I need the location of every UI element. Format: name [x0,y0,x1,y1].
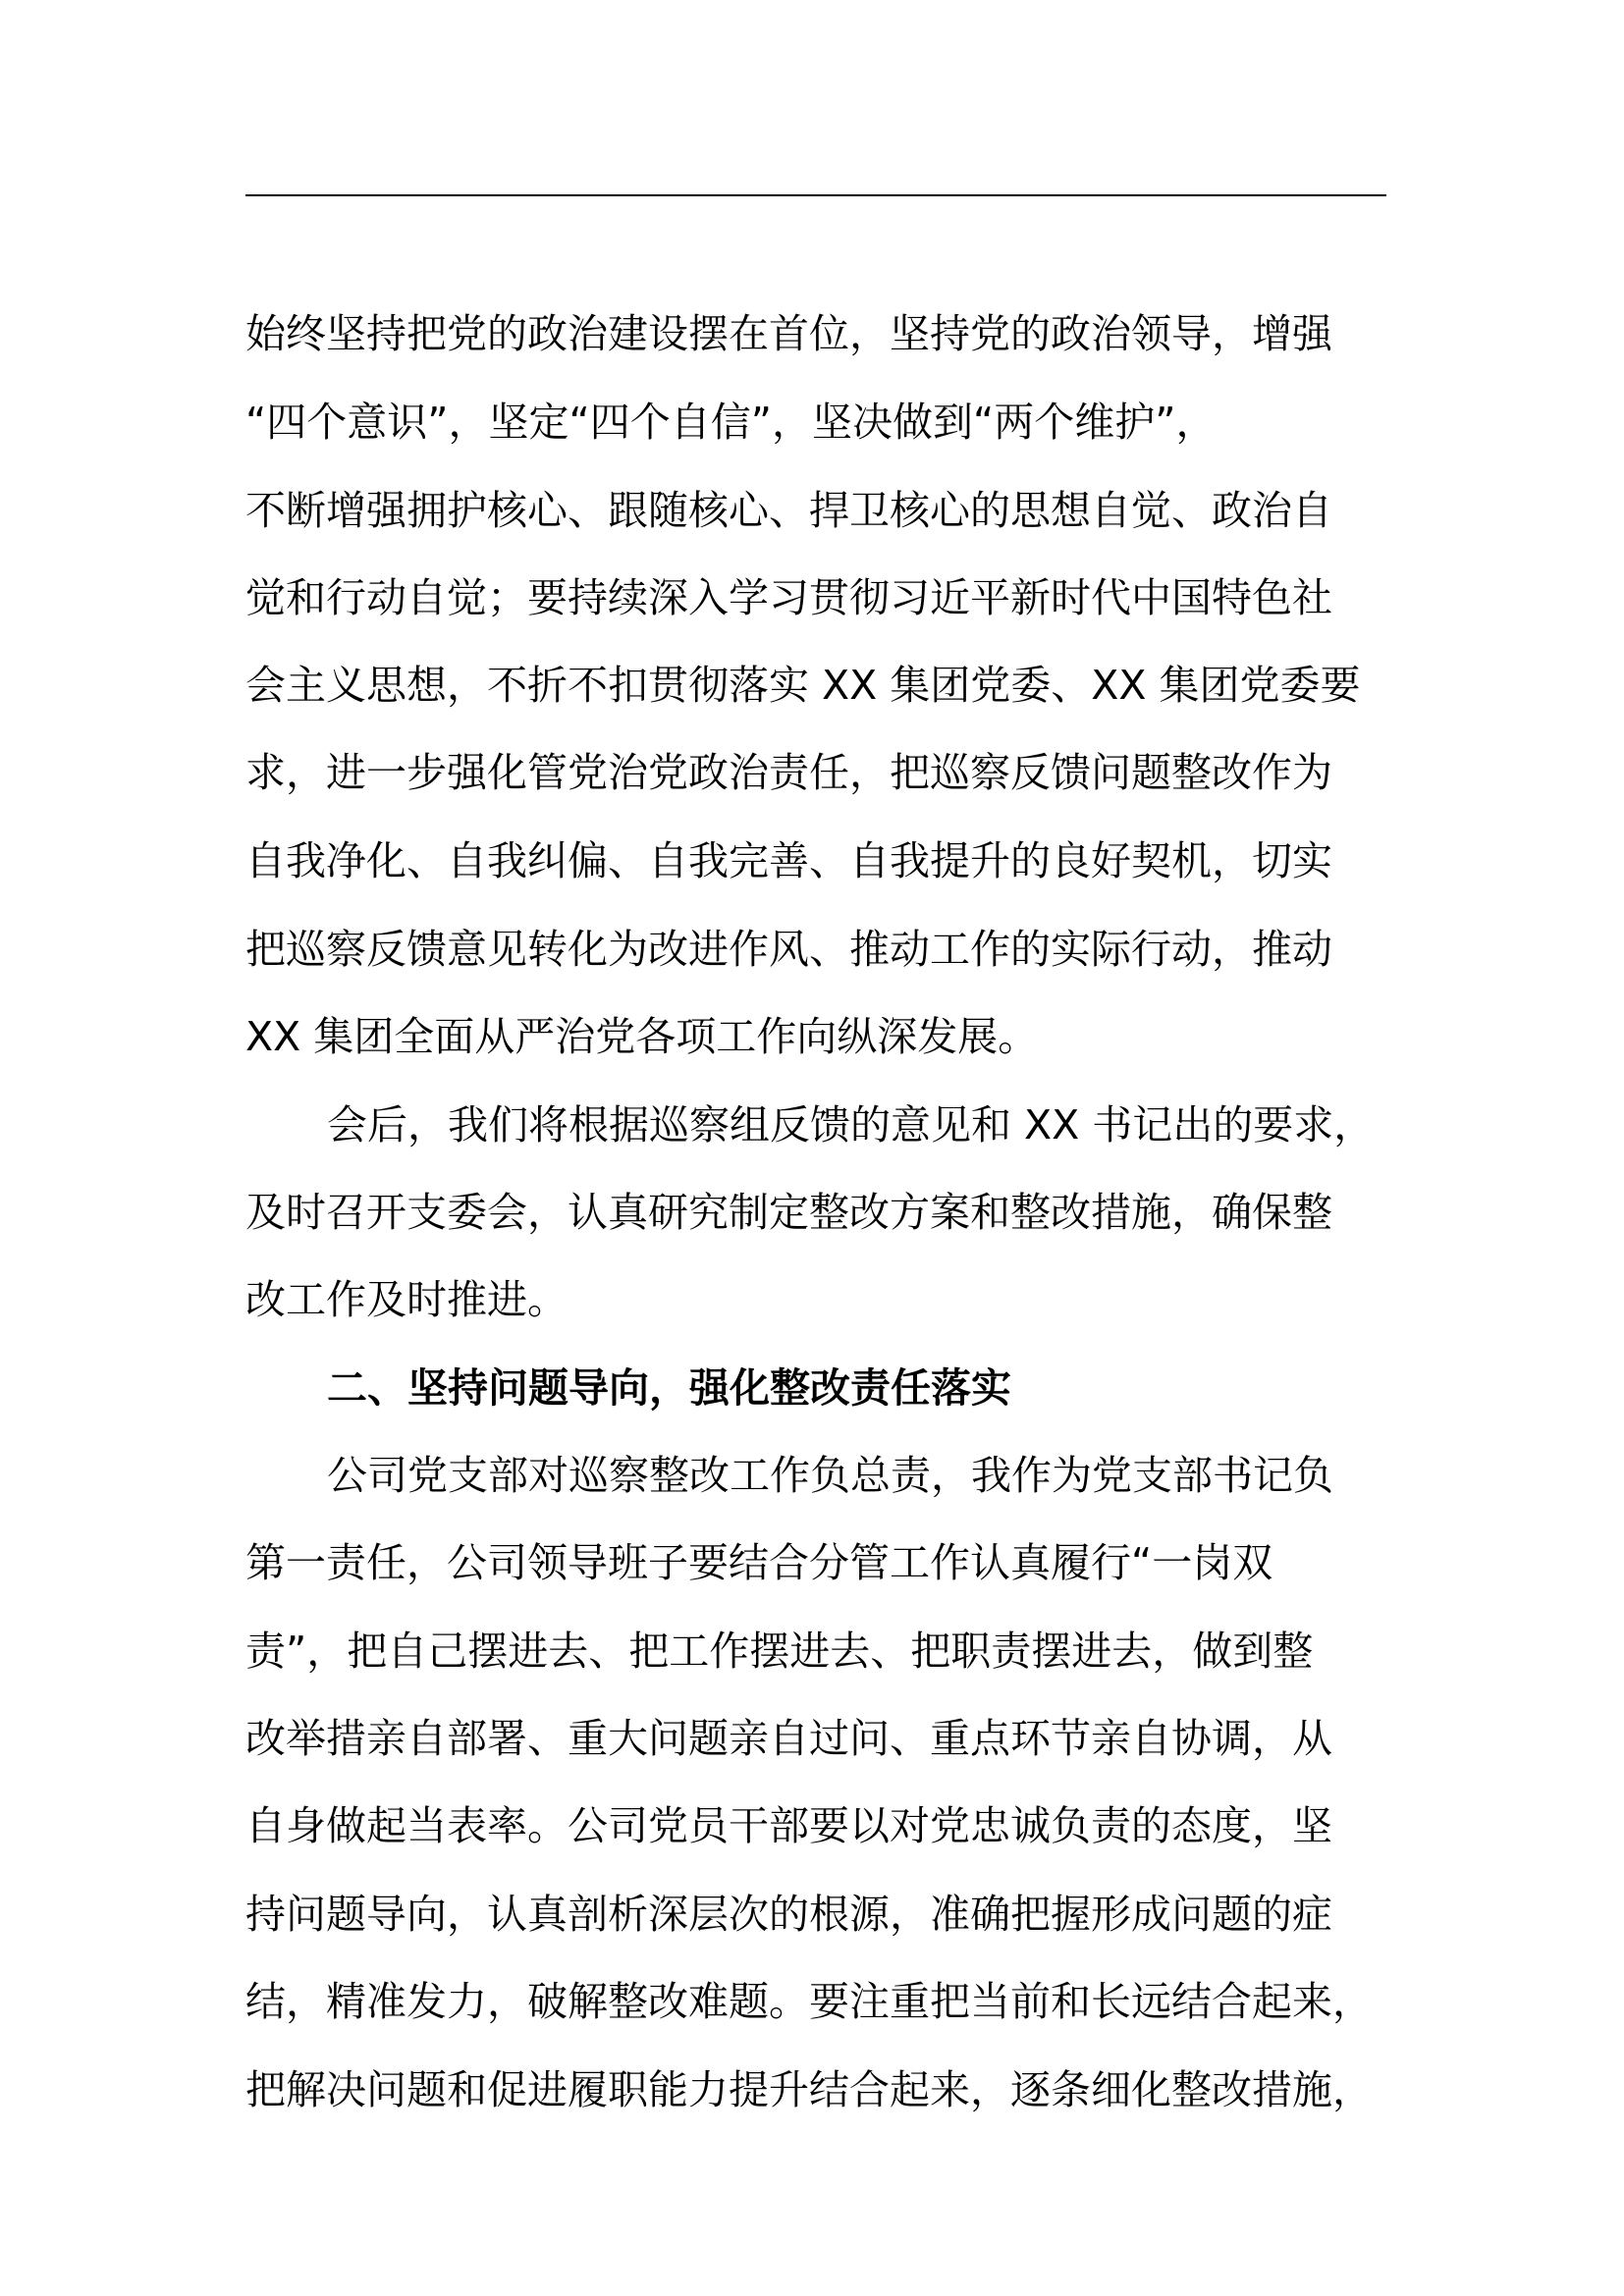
paragraph-line: 始终坚持把党的政治建设摆在首位，坚持党的政治领导，增强 [245,310,1332,357]
section-heading: 二、坚持问题导向，强化整改责任落实 [327,1364,1011,1412]
paragraph-line: 自我净化、自我纠偏、自我完善、自我提升的良好契机，切实 [245,837,1332,884]
paragraph-line: 第一责任，公司领导班子要结合分管工作认真履行“一岗双 [245,1539,1273,1586]
paragraph-line: 觉和行动自觉；要持续深入学习贯彻习近平新时代中国特色社 [245,574,1332,621]
paragraph-line: 会主义思想，不折不扣贯彻落实 XX 集团党委、XX 集团党委要 [245,662,1361,709]
paragraph-line: 不断增强拥护核心、跟随核心、捍卫核心的思想自觉、政治自 [245,487,1332,534]
paragraph-line: 把解决问题和促进履职能力提升结合起来，逐条细化整改措施， [245,2066,1373,2113]
paragraph-line: 改举措亲自部署、重大问题亲自过问、重点环节亲自协调，从 [245,1715,1332,1762]
paragraph-line: 及时召开支委会，认真研究制定整改方案和整改措施，确保整 [245,1189,1332,1236]
paragraph-line: 结，精准发力，破解整改难题。要注重把当前和长远结合起来， [245,1978,1373,2025]
paragraph-line: 自身做起当表率。公司党员干部要以对党忠诚负责的态度，坚 [245,1802,1332,1849]
paragraph-line: 改工作及时推进。 [245,1276,568,1323]
paragraph-line: 把巡察反馈意见转化为改进作风、推动工作的实际行动，推动 [245,926,1332,973]
paragraph-line: 会后，我们将根据巡察组反馈的意见和 XX 书记出的要求， [327,1101,1375,1148]
paragraph-line: 持问题导向，认真剖析深层次的根源，准确把握形成问题的症 [245,1891,1332,1938]
paragraph-line: XX 集团全面从严治党各项工作向纵深发展。 [245,1013,1039,1060]
paragraph-line: 求，进一步强化管党治党政治责任，把巡察反馈问题整改作为 [245,749,1332,796]
paragraph-line: 公司党支部对巡察整改工作负总责，我作为党支部书记负 [327,1452,1333,1499]
paragraph-line: 责”，把自己摆进去、把工作摆进去、把职责摆进去，做到整 [245,1628,1314,1675]
header-rule [245,194,1386,196]
paragraph-line: “四个意识”，坚定“四个自信”，坚决做到“两个维护”， [245,399,1217,446]
